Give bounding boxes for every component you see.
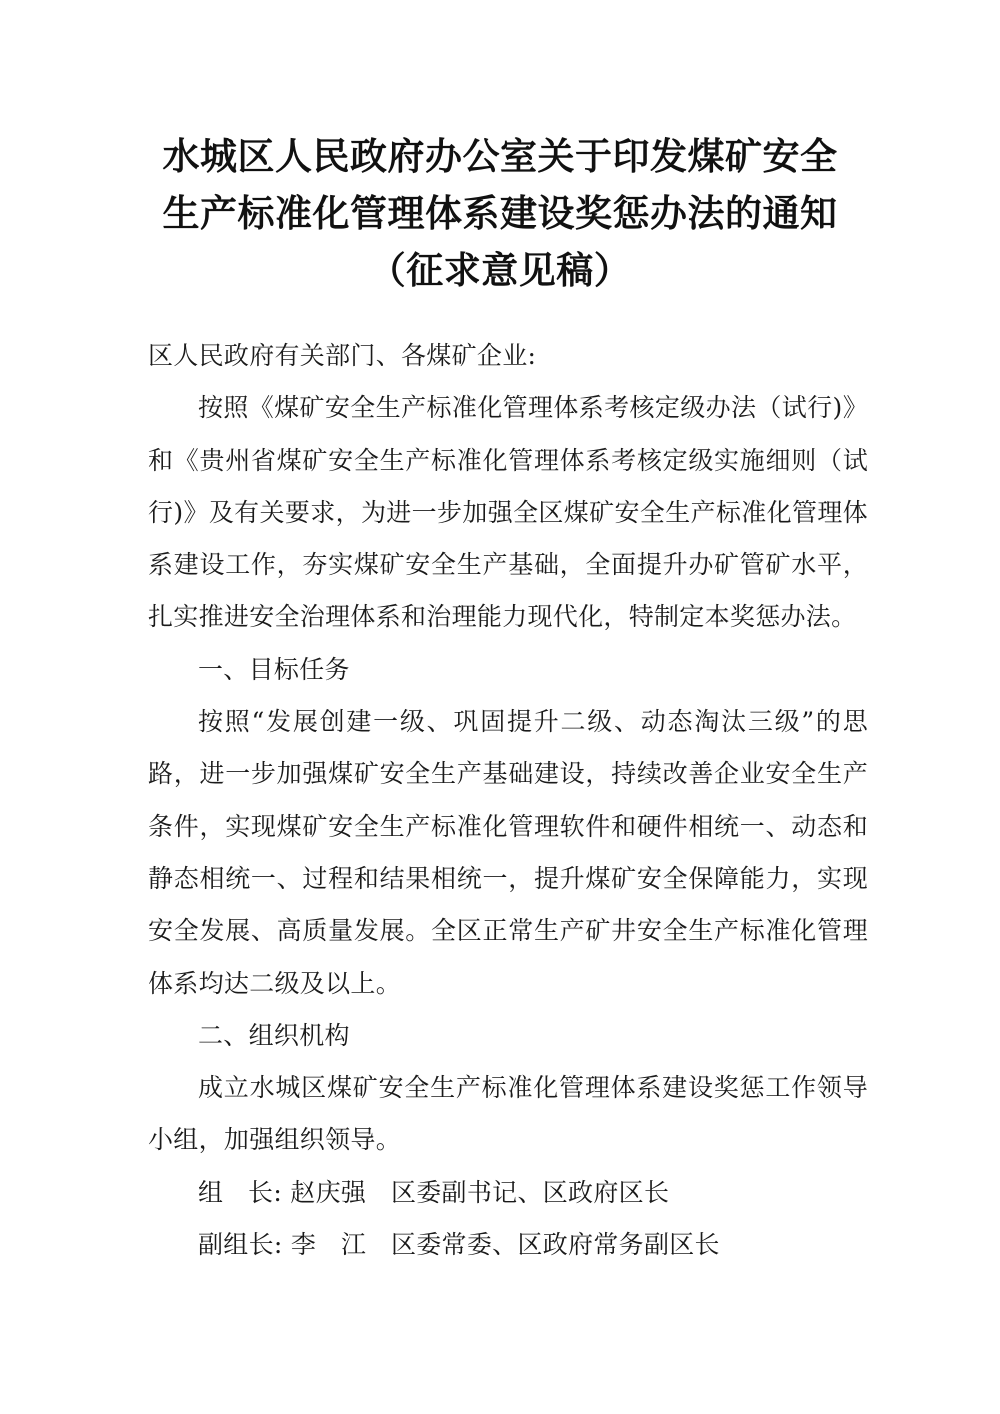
section-heading-goals: 一、目标任务 [198,654,350,684]
title-line-2: 生产标准化管理体系建设奖惩办法的通知 [162,192,838,235]
member-leader: 组 长: 赵庆强 区委副书记、区政府区长 [198,1177,670,1207]
member-deputy-leader: 副组长: 李 江 区委常委、区政府常务副区长 [198,1230,720,1260]
title-line-3: （征求意见稿） [368,249,632,292]
section-heading-organization: 二、组织机构 [198,1020,350,1050]
document-title [100,128,900,299]
organization-paragraph: 成立水城区煤矿安全生产标准化管理体系建设奖惩工作领导小组，加强组织领导。 [148,1073,868,1155]
goals-paragraph: 按照“发展创建一级、巩固提升二级、动态淘汰三级”的思路，进一步加强煤矿安全生产基础建设，持续改善企业安全生产条件，实现煤矿安全生产标准化管理软件和硬件相统一、动态和静态相统一、过程和结果相统一，提升煤矿安全保障能力，实现安全发展、高质量发展。全区正常生产矿井安全生产标准化管理体系均达二级及以上。 [148,707,868,998]
document-body [148,330,868,1271]
intro-paragraph: 按照《煤矿安全生产标准化管理体系考核定级办法（试行)》和《贵州省煤矿安全生产标准化管理体系考核定级实施细则（试行)》及有关要求，为进一步加强全区煤矿安全生产标准化管理体系建设工作，夯实煤矿安全生产基础，全面提升办矿管矿水平，扎实推进安全治理体系和治理能力现代化，特制定本奖惩办法。 [148,393,868,632]
salutation: 区人民政府有关部门、各煤矿企业: [148,341,537,370]
title-line-1: 水城区人民政府办公室关于印发煤矿安全 [162,135,838,178]
